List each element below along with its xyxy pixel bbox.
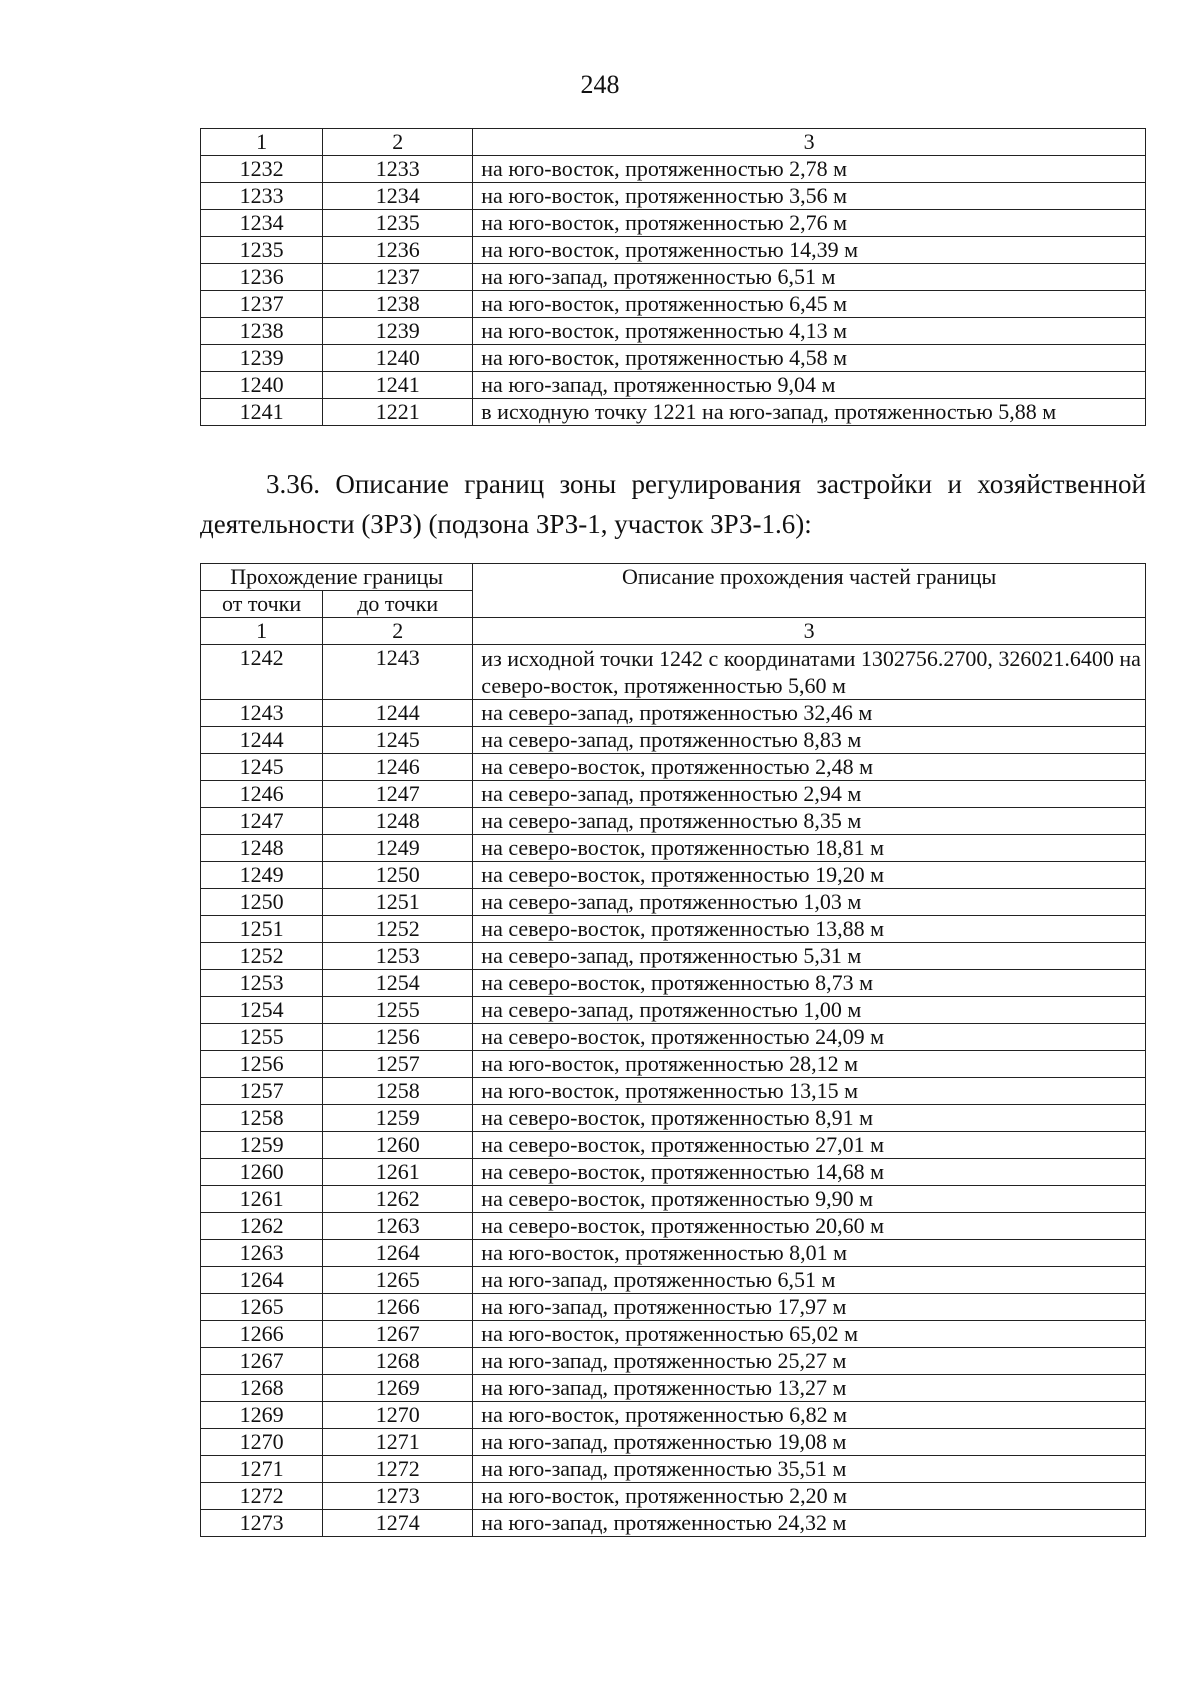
to-point-cell: 1256 <box>323 1024 473 1051</box>
description-cell: на юго-восток, протяженностью 2,20 м <box>473 1483 1146 1510</box>
from-point-cell: 1248 <box>201 835 323 862</box>
from-point-cell: 1258 <box>201 1105 323 1132</box>
description-cell: на северо-восток, протяженностью 13,88 м <box>473 916 1146 943</box>
table-row <box>201 1132 1146 1159</box>
table-row <box>201 1483 1146 1510</box>
table-row <box>201 781 1146 808</box>
from-point-cell: 1235 <box>201 237 323 264</box>
column-number: 3 <box>473 618 1146 645</box>
table-row <box>201 1456 1146 1483</box>
table-row <box>201 808 1146 835</box>
to-point-cell: 1221 <box>323 399 473 426</box>
description-cell: на северо-запад, протяженностью 8,83 м <box>473 727 1146 754</box>
from-point-cell: 1260 <box>201 1159 323 1186</box>
from-point-cell: 1263 <box>201 1240 323 1267</box>
description-cell: на юго-восток, протяженностью 6,45 м <box>473 291 1146 318</box>
from-point-cell: 1234 <box>201 210 323 237</box>
to-point-cell: 1245 <box>323 727 473 754</box>
table-row <box>201 970 1146 997</box>
table-row <box>201 1078 1146 1105</box>
to-point-cell: 1257 <box>323 1051 473 1078</box>
from-point-cell: 1239 <box>201 345 323 372</box>
to-point-cell: 1274 <box>323 1510 473 1537</box>
description-cell: на юго-запад, протяженностью 24,32 м <box>473 1510 1146 1537</box>
to-point-cell: 1238 <box>323 291 473 318</box>
to-point-cell: 1246 <box>323 754 473 781</box>
description-cell: на северо-восток, протяженностью 8,91 м <box>473 1105 1146 1132</box>
to-point-cell: 1270 <box>323 1402 473 1429</box>
to-point-cell: 1259 <box>323 1105 473 1132</box>
to-point-cell: 1265 <box>323 1267 473 1294</box>
description-cell: на юго-запад, протяженностью 25,27 м <box>473 1348 1146 1375</box>
to-point-cell: 1266 <box>323 1294 473 1321</box>
description-cell: на северо-запад, протяженностью 1,03 м <box>473 889 1146 916</box>
table-row <box>201 862 1146 889</box>
table-row <box>201 183 1146 210</box>
table-row <box>201 1024 1146 1051</box>
description-cell: на юго-восток, протяженностью 4,58 м <box>473 345 1146 372</box>
description-cell: на юго-восток, протяженностью 13,15 м <box>473 1078 1146 1105</box>
table-row <box>201 156 1146 183</box>
to-point-cell: 1254 <box>323 970 473 997</box>
to-point-cell: 1258 <box>323 1078 473 1105</box>
from-point-cell: 1243 <box>201 700 323 727</box>
from-point-cell: 1261 <box>201 1186 323 1213</box>
description-cell: на северо-восток, протяженностью 24,09 м <box>473 1024 1146 1051</box>
description-cell: на юго-восток, протяженностью 65,02 м <box>473 1321 1146 1348</box>
to-point-cell: 1237 <box>323 264 473 291</box>
column-number: 2 <box>323 129 473 156</box>
header-description: Описание прохождения частей границы <box>473 564 1146 618</box>
page-number: 248 <box>580 70 620 99</box>
to-point-cell: 1249 <box>323 835 473 862</box>
to-point-cell: 1262 <box>323 1186 473 1213</box>
to-point-cell: 1253 <box>323 943 473 970</box>
description-cell: на северо-запад, протяженностью 2,94 м <box>473 781 1146 808</box>
from-point-cell: 1232 <box>201 156 323 183</box>
boundary-table-continued <box>200 128 1146 426</box>
description-cell: на юго-восток, протяженностью 3,56 м <box>473 183 1146 210</box>
description-cell: на юго-запад, протяженностью 9,04 м <box>473 372 1146 399</box>
to-point-cell: 1235 <box>323 210 473 237</box>
description-cell: на северо-запад, протяженностью 8,35 м <box>473 808 1146 835</box>
header-to-point: до точки <box>323 591 473 618</box>
table-row <box>201 291 1146 318</box>
from-point-cell: 1253 <box>201 970 323 997</box>
table-row <box>201 1267 1146 1294</box>
table-row <box>201 1375 1146 1402</box>
from-point-cell: 1257 <box>201 1078 323 1105</box>
table-row <box>201 1348 1146 1375</box>
description-cell: на юго-запад, протяженностью 17,97 м <box>473 1294 1146 1321</box>
to-point-cell: 1250 <box>323 862 473 889</box>
to-point-cell: 1260 <box>323 1132 473 1159</box>
table-row <box>201 318 1146 345</box>
description-cell: на северо-восток, протяженностью 2,48 м <box>473 754 1146 781</box>
to-point-cell: 1268 <box>323 1348 473 1375</box>
table-row <box>201 645 1146 700</box>
from-point-cell: 1242 <box>201 645 323 700</box>
boundary-table <box>200 563 1146 1537</box>
to-point-cell: 1263 <box>323 1213 473 1240</box>
to-point-cell: 1233 <box>323 156 473 183</box>
description-cell: на северо-запад, протяженностью 5,31 м <box>473 943 1146 970</box>
column-number: 1 <box>201 618 323 645</box>
to-point-cell: 1244 <box>323 700 473 727</box>
table-row <box>201 210 1146 237</box>
from-point-cell: 1262 <box>201 1213 323 1240</box>
from-point-cell: 1236 <box>201 264 323 291</box>
from-point-cell: 1237 <box>201 291 323 318</box>
from-point-cell: 1254 <box>201 997 323 1024</box>
column-number: 2 <box>323 618 473 645</box>
to-point-cell: 1271 <box>323 1429 473 1456</box>
description-cell: на северо-восток, протяженностью 18,81 м <box>473 835 1146 862</box>
from-point-cell: 1269 <box>201 1402 323 1429</box>
description-cell: на северо-восток, протяженностью 19,20 м <box>473 862 1146 889</box>
table-row <box>201 264 1146 291</box>
to-point-cell: 1247 <box>323 781 473 808</box>
table-row <box>201 1186 1146 1213</box>
from-point-cell: 1250 <box>201 889 323 916</box>
column-number-row <box>201 129 1146 156</box>
from-point-cell: 1268 <box>201 1375 323 1402</box>
table-row <box>201 1213 1146 1240</box>
description-cell: в исходную точку 1221 на юго-запад, протяженностью 5,88 м <box>473 399 1146 426</box>
table-row <box>201 997 1146 1024</box>
description-cell: на северо-восток, протяженностью 8,73 м <box>473 970 1146 997</box>
to-point-cell: 1273 <box>323 1483 473 1510</box>
column-number: 3 <box>473 129 1146 156</box>
description-cell: на юго-восток, протяженностью 14,39 м <box>473 237 1146 264</box>
table-row <box>201 372 1146 399</box>
from-point-cell: 1272 <box>201 1483 323 1510</box>
table-body <box>201 645 1146 1537</box>
table-row <box>201 1321 1146 1348</box>
to-point-cell: 1243 <box>323 645 473 700</box>
description-cell: на северо-запад, протяженностью 32,46 м <box>473 700 1146 727</box>
from-point-cell: 1245 <box>201 754 323 781</box>
description-cell: на юго-запад, протяженностью 35,51 м <box>473 1456 1146 1483</box>
from-point-cell: 1266 <box>201 1321 323 1348</box>
table-row <box>201 1294 1146 1321</box>
description-cell: на юго-восток, протяженностью 8,01 м <box>473 1240 1146 1267</box>
to-point-cell: 1239 <box>323 318 473 345</box>
from-point-cell: 1244 <box>201 727 323 754</box>
to-point-cell: 1234 <box>323 183 473 210</box>
from-point-cell: 1241 <box>201 399 323 426</box>
from-point-cell: 1259 <box>201 1132 323 1159</box>
column-number-row <box>201 618 1146 645</box>
column-number: 1 <box>201 129 323 156</box>
from-point-cell: 1249 <box>201 862 323 889</box>
table-row <box>201 1429 1146 1456</box>
description-cell: на юго-запад, протяженностью 6,51 м <box>473 264 1146 291</box>
description-cell: на северо-восток, протяженностью 27,01 м <box>473 1132 1146 1159</box>
from-point-cell: 1270 <box>201 1429 323 1456</box>
table-row <box>201 916 1146 943</box>
from-point-cell: 1238 <box>201 318 323 345</box>
description-cell: на юго-запад, протяженностью 19,08 м <box>473 1429 1146 1456</box>
table-row <box>201 754 1146 781</box>
to-point-cell: 1272 <box>323 1456 473 1483</box>
description-cell: из исходной точки 1242 с координатами 1302756.2700, 326021.6400 на северо-восток, протяженностью 5,60 м <box>473 645 1146 700</box>
table-row <box>201 1105 1146 1132</box>
from-point-cell: 1252 <box>201 943 323 970</box>
from-point-cell: 1267 <box>201 1348 323 1375</box>
to-point-cell: 1252 <box>323 916 473 943</box>
from-point-cell: 1233 <box>201 183 323 210</box>
description-cell: на юго-восток, протяженностью 4,13 м <box>473 318 1146 345</box>
to-point-cell: 1261 <box>323 1159 473 1186</box>
from-point-cell: 1251 <box>201 916 323 943</box>
description-cell: на северо-восток, протяженностью 9,90 м <box>473 1186 1146 1213</box>
description-cell: на юго-восток, протяженностью 2,78 м <box>473 156 1146 183</box>
description-cell: на юго-восток, протяженностью 2,76 м <box>473 210 1146 237</box>
to-point-cell: 1264 <box>323 1240 473 1267</box>
table-row <box>201 700 1146 727</box>
to-point-cell: 1240 <box>323 345 473 372</box>
table-body <box>201 156 1146 426</box>
table-row <box>201 345 1146 372</box>
from-point-cell: 1271 <box>201 1456 323 1483</box>
table-row <box>201 835 1146 862</box>
to-point-cell: 1255 <box>323 997 473 1024</box>
table-row <box>201 943 1146 970</box>
table-row <box>201 237 1146 264</box>
description-cell: на северо-запад, протяженностью 1,00 м <box>473 997 1146 1024</box>
description-cell: на северо-восток, протяженностью 14,68 м <box>473 1159 1146 1186</box>
from-point-cell: 1255 <box>201 1024 323 1051</box>
table-row <box>201 1240 1146 1267</box>
description-cell: на юго-запад, протяженностью 13,27 м <box>473 1375 1146 1402</box>
from-point-cell: 1247 <box>201 808 323 835</box>
from-point-cell: 1265 <box>201 1294 323 1321</box>
to-point-cell: 1241 <box>323 372 473 399</box>
description-cell: на юго-запад, протяженностью 6,51 м <box>473 1267 1146 1294</box>
description-cell: на юго-восток, протяженностью 6,82 м <box>473 1402 1146 1429</box>
description-cell: на северо-восток, протяженностью 20,60 м <box>473 1213 1146 1240</box>
table-row <box>201 399 1146 426</box>
table-row <box>201 1510 1146 1537</box>
header-from-point: от точки <box>201 591 323 618</box>
to-point-cell: 1267 <box>323 1321 473 1348</box>
from-point-cell: 1273 <box>201 1510 323 1537</box>
from-point-cell: 1246 <box>201 781 323 808</box>
to-point-cell: 1248 <box>323 808 473 835</box>
from-point-cell: 1240 <box>201 372 323 399</box>
to-point-cell: 1269 <box>323 1375 473 1402</box>
description-cell: на юго-восток, протяженностью 28,12 м <box>473 1051 1146 1078</box>
table-row <box>201 1051 1146 1078</box>
table-row <box>201 889 1146 916</box>
table-row <box>201 1402 1146 1429</box>
from-point-cell: 1256 <box>201 1051 323 1078</box>
table-row <box>201 727 1146 754</box>
to-point-cell: 1251 <box>323 889 473 916</box>
section-heading: 3.36. Описание границ зоны регулирования застройки и хозяйственной деятельности (ЗРЗ) (подзона ЗРЗ-1, участок ЗРЗ-1.6): <box>200 469 1146 539</box>
from-point-cell: 1264 <box>201 1267 323 1294</box>
to-point-cell: 1236 <box>323 237 473 264</box>
table-row <box>201 1159 1146 1186</box>
header-boundary-passage: Прохождение границы <box>201 564 473 591</box>
